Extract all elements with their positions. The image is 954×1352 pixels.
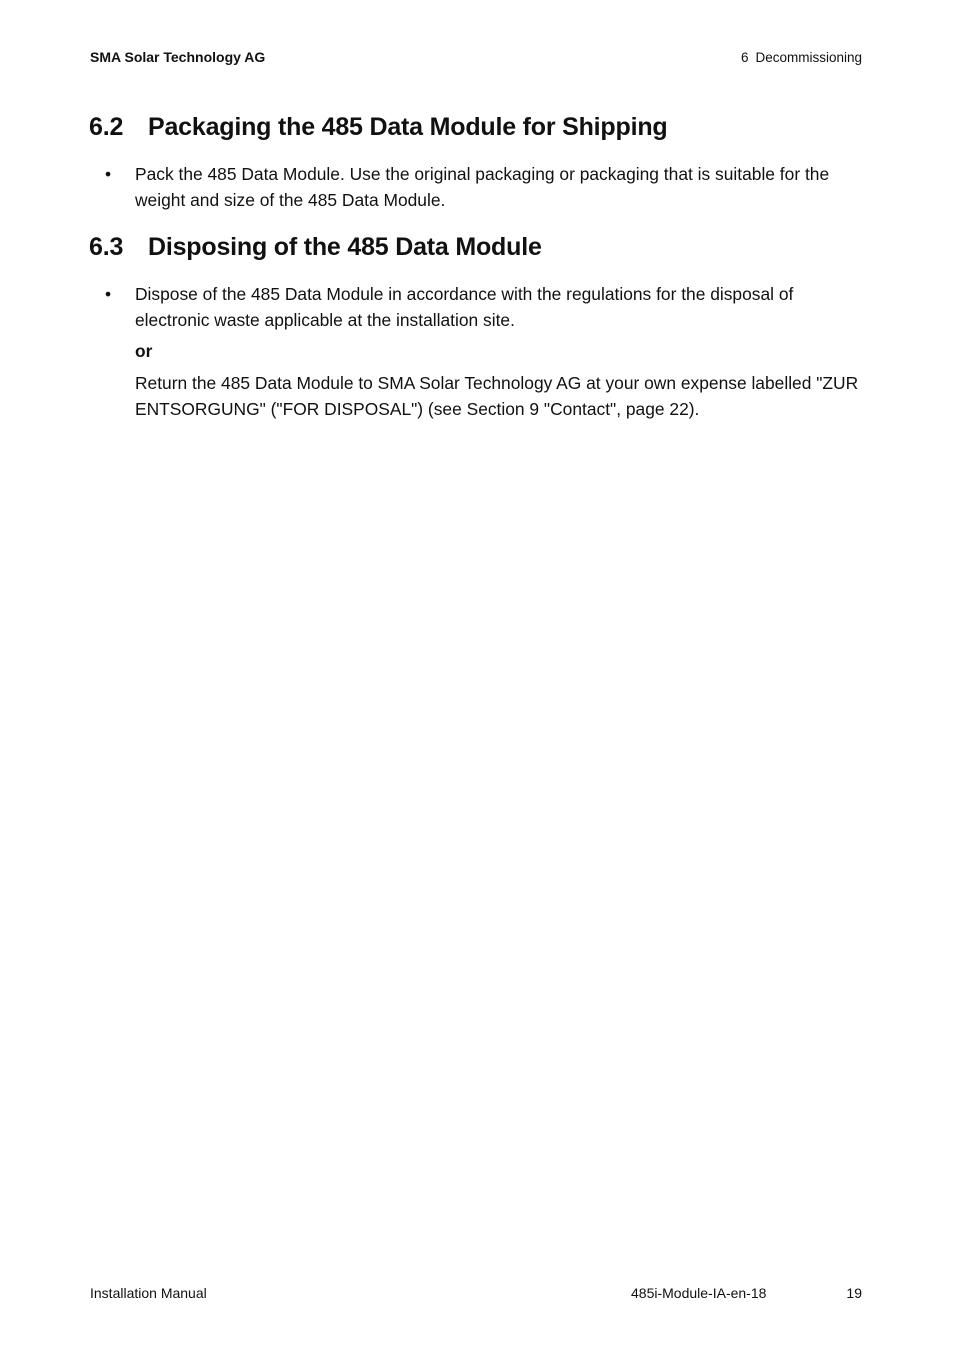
bullet-marker: • [105, 284, 112, 304]
packaging-instruction: Pack the 485 Data Module. Use the original packaging or packaging that is suitable for the weight and size of the 485 Data Module. [135, 164, 830, 210]
disposal-instruction: Dispose of the 485 Data Module in accordance with the regulations for the disposal of electronic waste applicable at the installation site. [135, 284, 794, 330]
header-company: SMA Solar Technology AG [90, 49, 266, 65]
header-chapter [741, 50, 862, 65]
footer-manual-type: Installation Manual [90, 1285, 207, 1301]
section-title: Disposing of the 485 Data Module [148, 233, 542, 261]
section-number: 6.3 [89, 233, 124, 261]
bullet-marker: • [105, 164, 112, 184]
return-instruction: Return the 485 Data Module to SMA Solar Technology AG at your own expense labelled "ZUR ENTSORGUNG" ("FOR DISPOSAL") (see Section 9 "Contact", page 22). [135, 373, 859, 419]
section-heading-6-3 [89, 233, 542, 262]
footer-document-code: 485i-Module-IA-en-18 [631, 1285, 767, 1301]
header-chapter-title: Decommissioning [755, 50, 862, 65]
or-label: or [135, 341, 153, 361]
section-heading-6-2 [89, 113, 667, 142]
footer-page-number: 19 [846, 1285, 862, 1301]
header-chapter-number: 6 [740, 50, 749, 65]
section-title: Packaging the 485 Data Module for Shipping [148, 113, 668, 141]
section-number: 6.2 [89, 113, 124, 141]
